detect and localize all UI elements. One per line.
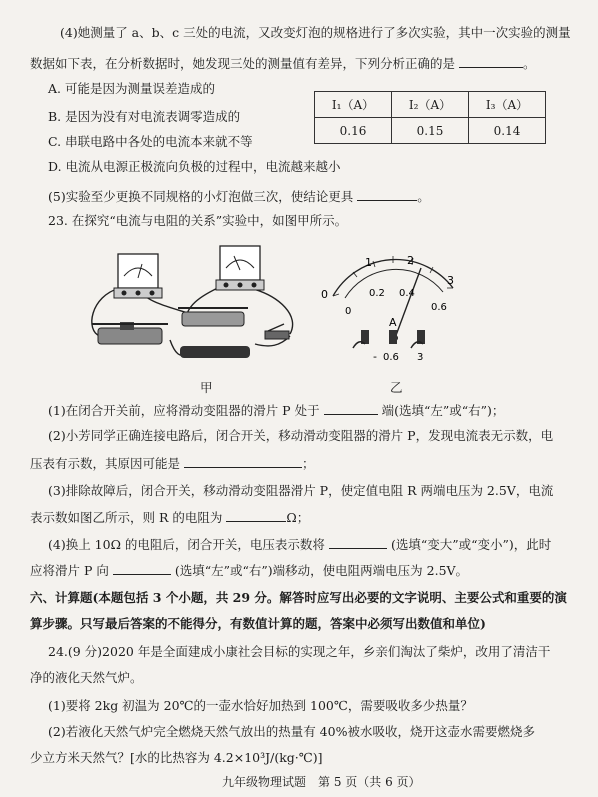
circuit-diagram-jia (80, 236, 310, 396)
voltmeter-1 (114, 254, 162, 298)
option-a: A. 可能是因为测量误差造成的 (48, 81, 215, 96)
q23-p1: (1)在闭合开关前，应将滑动变阻器的滑片 P 处于 端(选填“左”或“右”)； (48, 403, 505, 418)
answer-blank[interactable] (226, 509, 286, 522)
table-header-cell: I₂（A） (392, 92, 469, 118)
figure-label-jia: 甲 (200, 380, 213, 395)
rheostat-left (92, 322, 168, 344)
q24-p1: (1)要将 2kg 初温为 20℃的一壶水恰好加热到 100℃，需要吸收多少热量？ (48, 698, 473, 713)
answer-blank[interactable] (184, 455, 302, 468)
q24-p2-line1: (2)若液化天然气炉完全燃烧天然气放出的热量有 40%被水吸收，烧开这壶水需要燃烧多 (48, 724, 535, 739)
scale-top-label: 0 (321, 288, 328, 301)
terminals (353, 330, 425, 348)
answer-blank[interactable] (113, 562, 171, 575)
scale-bottom-label: 0.4 (399, 288, 415, 299)
scale-bottom-label: 0 (345, 306, 352, 317)
scale-bottom-label: 0.2 (369, 288, 385, 299)
q22-p4-line2: 数据如下表，在分析数据时，她发现三处的测量值有差异，下列分析正确的是 。 (30, 56, 536, 71)
option-d: D. 电流从电源正极流向负极的过程中，电流越来越小 (48, 159, 341, 174)
scale-top-label: 3 (447, 274, 454, 287)
table-row (315, 92, 546, 118)
terminal-label: 0.6 (383, 352, 399, 363)
terminal-label: - (373, 350, 377, 363)
current-data-table (314, 91, 546, 144)
scale-top-label: 1 (365, 256, 372, 269)
table-cell: 0.14 (469, 118, 546, 144)
table-cell: 0.16 (315, 118, 392, 144)
q23-p4-line2: 应将滑片 P 向 (选填“左”或“右”)端移动，使电阻两端电压为 2.5V。 (30, 563, 469, 578)
q24-p2-line2: 少立方米天然气？[水的比热容为 4.2×10³J/(kg·℃)] (30, 750, 323, 765)
q23-p3-line2: 表示数如图乙所示，则 R 的电阻为 Ω； (30, 510, 310, 525)
option-c: C. 串联电路中各处的电流本来就不等 (48, 134, 253, 149)
q23-intro: 23. 在探究“电流与电阻的关系”实验中，如图甲所示。 (48, 213, 348, 228)
q24-line2: 净的液化天然气炉。 (30, 670, 143, 685)
table-header-cell: I₃（A） (469, 92, 546, 118)
scale-bottom-label: 0.6 (431, 302, 447, 313)
answer-blank[interactable] (357, 188, 417, 201)
table-cell: 0.15 (392, 118, 469, 144)
q23-p2-line1: (2)小芳同学正确连接电路后，闭合开关，移动滑动变阻器的滑片 P，发现电流表无示数，电 (48, 428, 554, 443)
ammeter-dial-yi (315, 236, 475, 366)
answer-blank[interactable] (324, 402, 378, 415)
scale-top-label: 2 (407, 254, 414, 267)
terminal-label: 3 (417, 352, 424, 363)
figure-label-yi: 乙 (390, 380, 403, 395)
q22-p5: (5)实验至少更换不同规格的小灯泡做三次，使结论更具 。 (48, 189, 430, 204)
section-6-heading-line2: 算步骤。只写最后答案的不能得分，有数值计算的题，答案中必须写出数值和单位) (30, 616, 486, 631)
answer-blank[interactable] (459, 55, 523, 68)
table-row (315, 118, 546, 144)
answer-blank[interactable] (329, 536, 387, 549)
section-6-heading-line1: 六、计算题(本题包括 3 个小题，共 29 分。解答时应写出必要的文字说明、主要公式和重要的演 (30, 590, 567, 605)
ammeter-1 (216, 246, 264, 290)
q23-p2-line2: 压表有示数，其原因可能是 ； (30, 456, 315, 471)
table-header-cell: I₁（A） (315, 92, 392, 118)
q24-line1: 24.(9 分)2020 年是全面建成小康社会目标的实现之年，乡亲们淘汰了柴炉，改用了清洁干 (48, 644, 551, 659)
q23-p4-line1: (4)换上 10Ω 的电阻后，闭合开关，电压表示数将 (选填“变大”或“变小”)，此时 (48, 537, 552, 552)
q23-p3-line1: (3)排除故障后，闭合开关，移动滑动变阻器滑片 P，使定值电阻 R 两端电压为 2.5V，电流 (48, 483, 554, 498)
option-b: B. 是因为没有对电流表调零造成的 (48, 109, 241, 124)
page-footer: 九年级物理试题 第 5 页（共 6 页） (222, 775, 421, 789)
meter-needle (395, 268, 421, 338)
meter-unit-label: A (389, 316, 397, 329)
q22-p4-line1: (4)她测量了 a、b、c 三处的电流，又改变灯泡的规格进行了多次实验，其中一次实验的测量 (60, 25, 571, 40)
battery (180, 346, 250, 358)
switch (265, 324, 289, 339)
